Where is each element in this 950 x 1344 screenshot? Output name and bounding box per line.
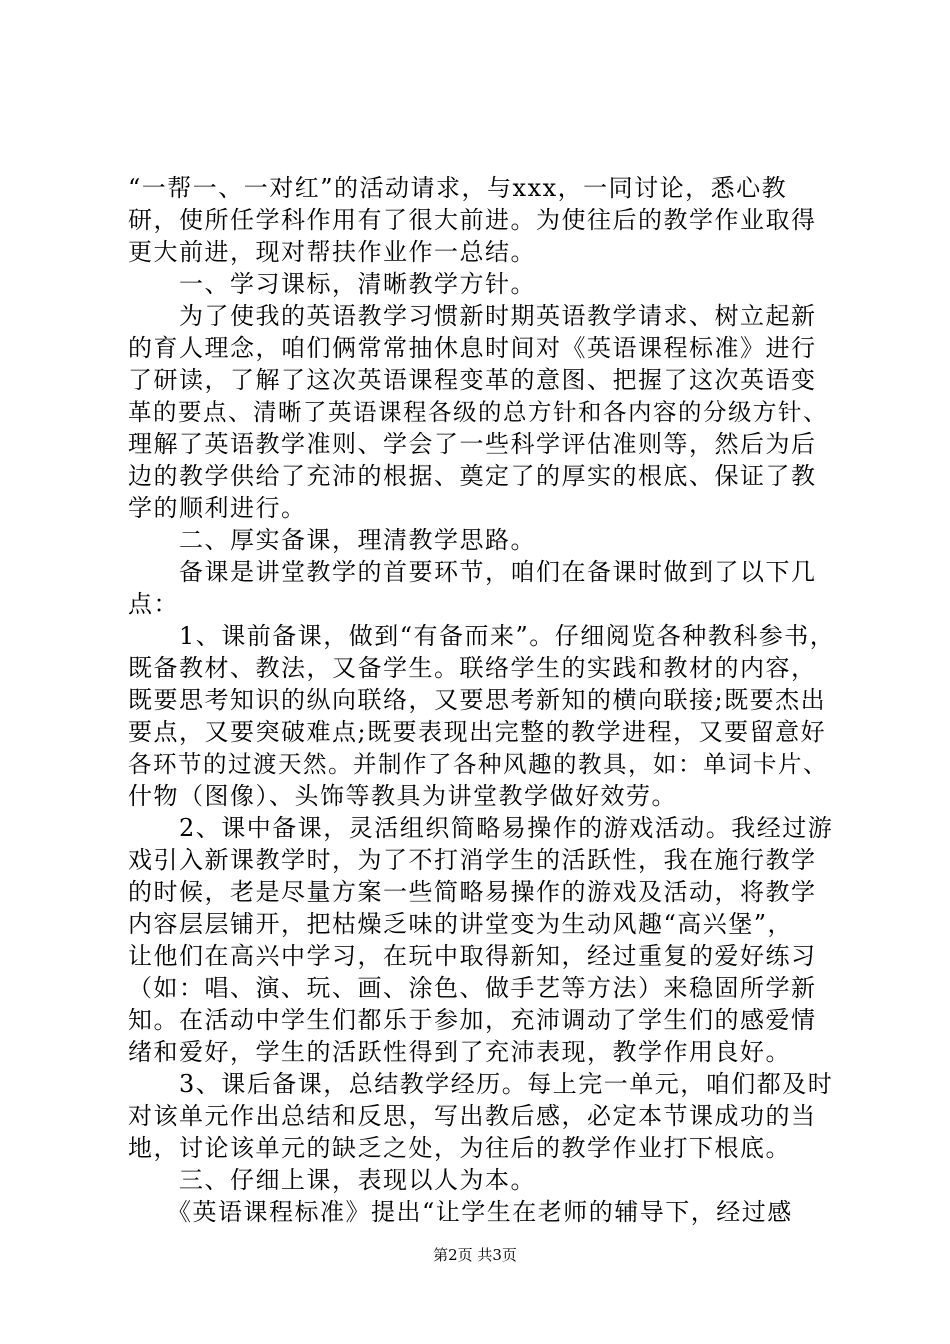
text-line: 让他们在高兴中学习，在玩中取得新知，经过重复的爱好练习: [128, 942, 817, 970]
text-line: 什物（图像）、头饰等教具为讲堂教学做好效劳。: [128, 782, 677, 810]
text-line: 的时候，老是尽量方案一些简略易操作的游戏及活动，将教学: [128, 878, 817, 906]
text-line: 三、仔细上课，表现以人为本。: [128, 1166, 536, 1194]
text-line: 二、厚实备课，理清教学思路。: [128, 526, 536, 554]
text-line: 绪和爱好，学生的活跃性得到了充沛表现，教学作用良好。: [128, 1038, 791, 1066]
text-line: 边的教学供给了充沛的根据、奠定了的厚实的根底、保证了教: [128, 462, 817, 490]
text-line: 要点，又要突破难点;既要表现出完整的教学进程，又要留意好: [128, 718, 827, 746]
text-line: 戏引入新课教学时，为了不打消学生的活跃性，我在施行教学: [128, 846, 817, 874]
text-line: 3、课后备课，总结教学经历。每上完一单元，咱们都及时: [128, 1070, 834, 1098]
text-line: 内容层层铺开，把枯燥乏味的讲堂变为生动风趣“高兴堡”，: [128, 910, 794, 938]
text-line: 知。在活动中学生们都乐于参加，充沛调动了学生们的感爱情: [128, 1006, 817, 1034]
text-line: 更大前进，现对帮扶作业作一总结。: [128, 238, 536, 266]
text-line: 既备教材、教法，又备学生。联络学生的实践和教材的内容，: [128, 654, 817, 682]
page-footer: 第2页 共3页: [433, 1246, 517, 1264]
text-line: （如：唱、演、玩、画、涂色、做手艺等方法）来稳固所学新: [128, 974, 817, 1002]
text-line: 理解了英语教学准则、学会了一些科学评估准则等，然后为后: [128, 430, 817, 458]
text-line: 了研读，了解了这次英语课程变革的意图、把握了这次英语变: [128, 366, 817, 394]
text-line: “一帮一、一对红”的活动请求，与xxx，一同讨论，悉心教: [128, 174, 788, 202]
text-line: 既要思考知识的纵向联络，又要思考新知的横向联接;既要杰出: [128, 686, 827, 714]
text-line: 《英语课程标准》提出“让学生在老师的辅导下，经过感: [128, 1198, 793, 1226]
body-text: [128, 172, 840, 1228]
text-line: 革的要点、清晰了英语课程各级的总方针和各内容的分级方针、: [128, 398, 828, 426]
text-line: 研，使所任学科作用有了很大前进。为使往后的教学作业取得: [128, 206, 817, 234]
text-line: 一、学习课标，清晰教学方针。: [128, 270, 536, 298]
text-line: 备课是讲堂教学的首要环节，咱们在备课时做到了以下几: [128, 558, 817, 586]
text-line: 的育人理念，咱们俩常常抽休息时间对《英语课程标准》进行: [128, 334, 817, 362]
text-line: 学的顺利进行。: [128, 494, 307, 522]
text-line: 对该单元作出总结和反思，写出教后感，必定本节课成功的当: [128, 1102, 817, 1130]
text-line: 地，讨论该单元的缺乏之处，为往后的教学作业打下根底。: [128, 1134, 791, 1162]
text-line: 2、课中备课，灵活组织简略易操作的游戏活动。我经过游: [128, 814, 834, 842]
text-line: 为了使我的英语教学习惯新时期英语教学请求、树立起新: [128, 302, 817, 330]
text-line: 1、课前备课，做到“有备而来”。仔细阅览各种教科参书，: [128, 622, 836, 650]
text-line: 各环节的过渡天然。并制作了各种风趣的教具，如：单词卡片、: [128, 750, 828, 778]
text-line: 点：: [128, 590, 179, 618]
